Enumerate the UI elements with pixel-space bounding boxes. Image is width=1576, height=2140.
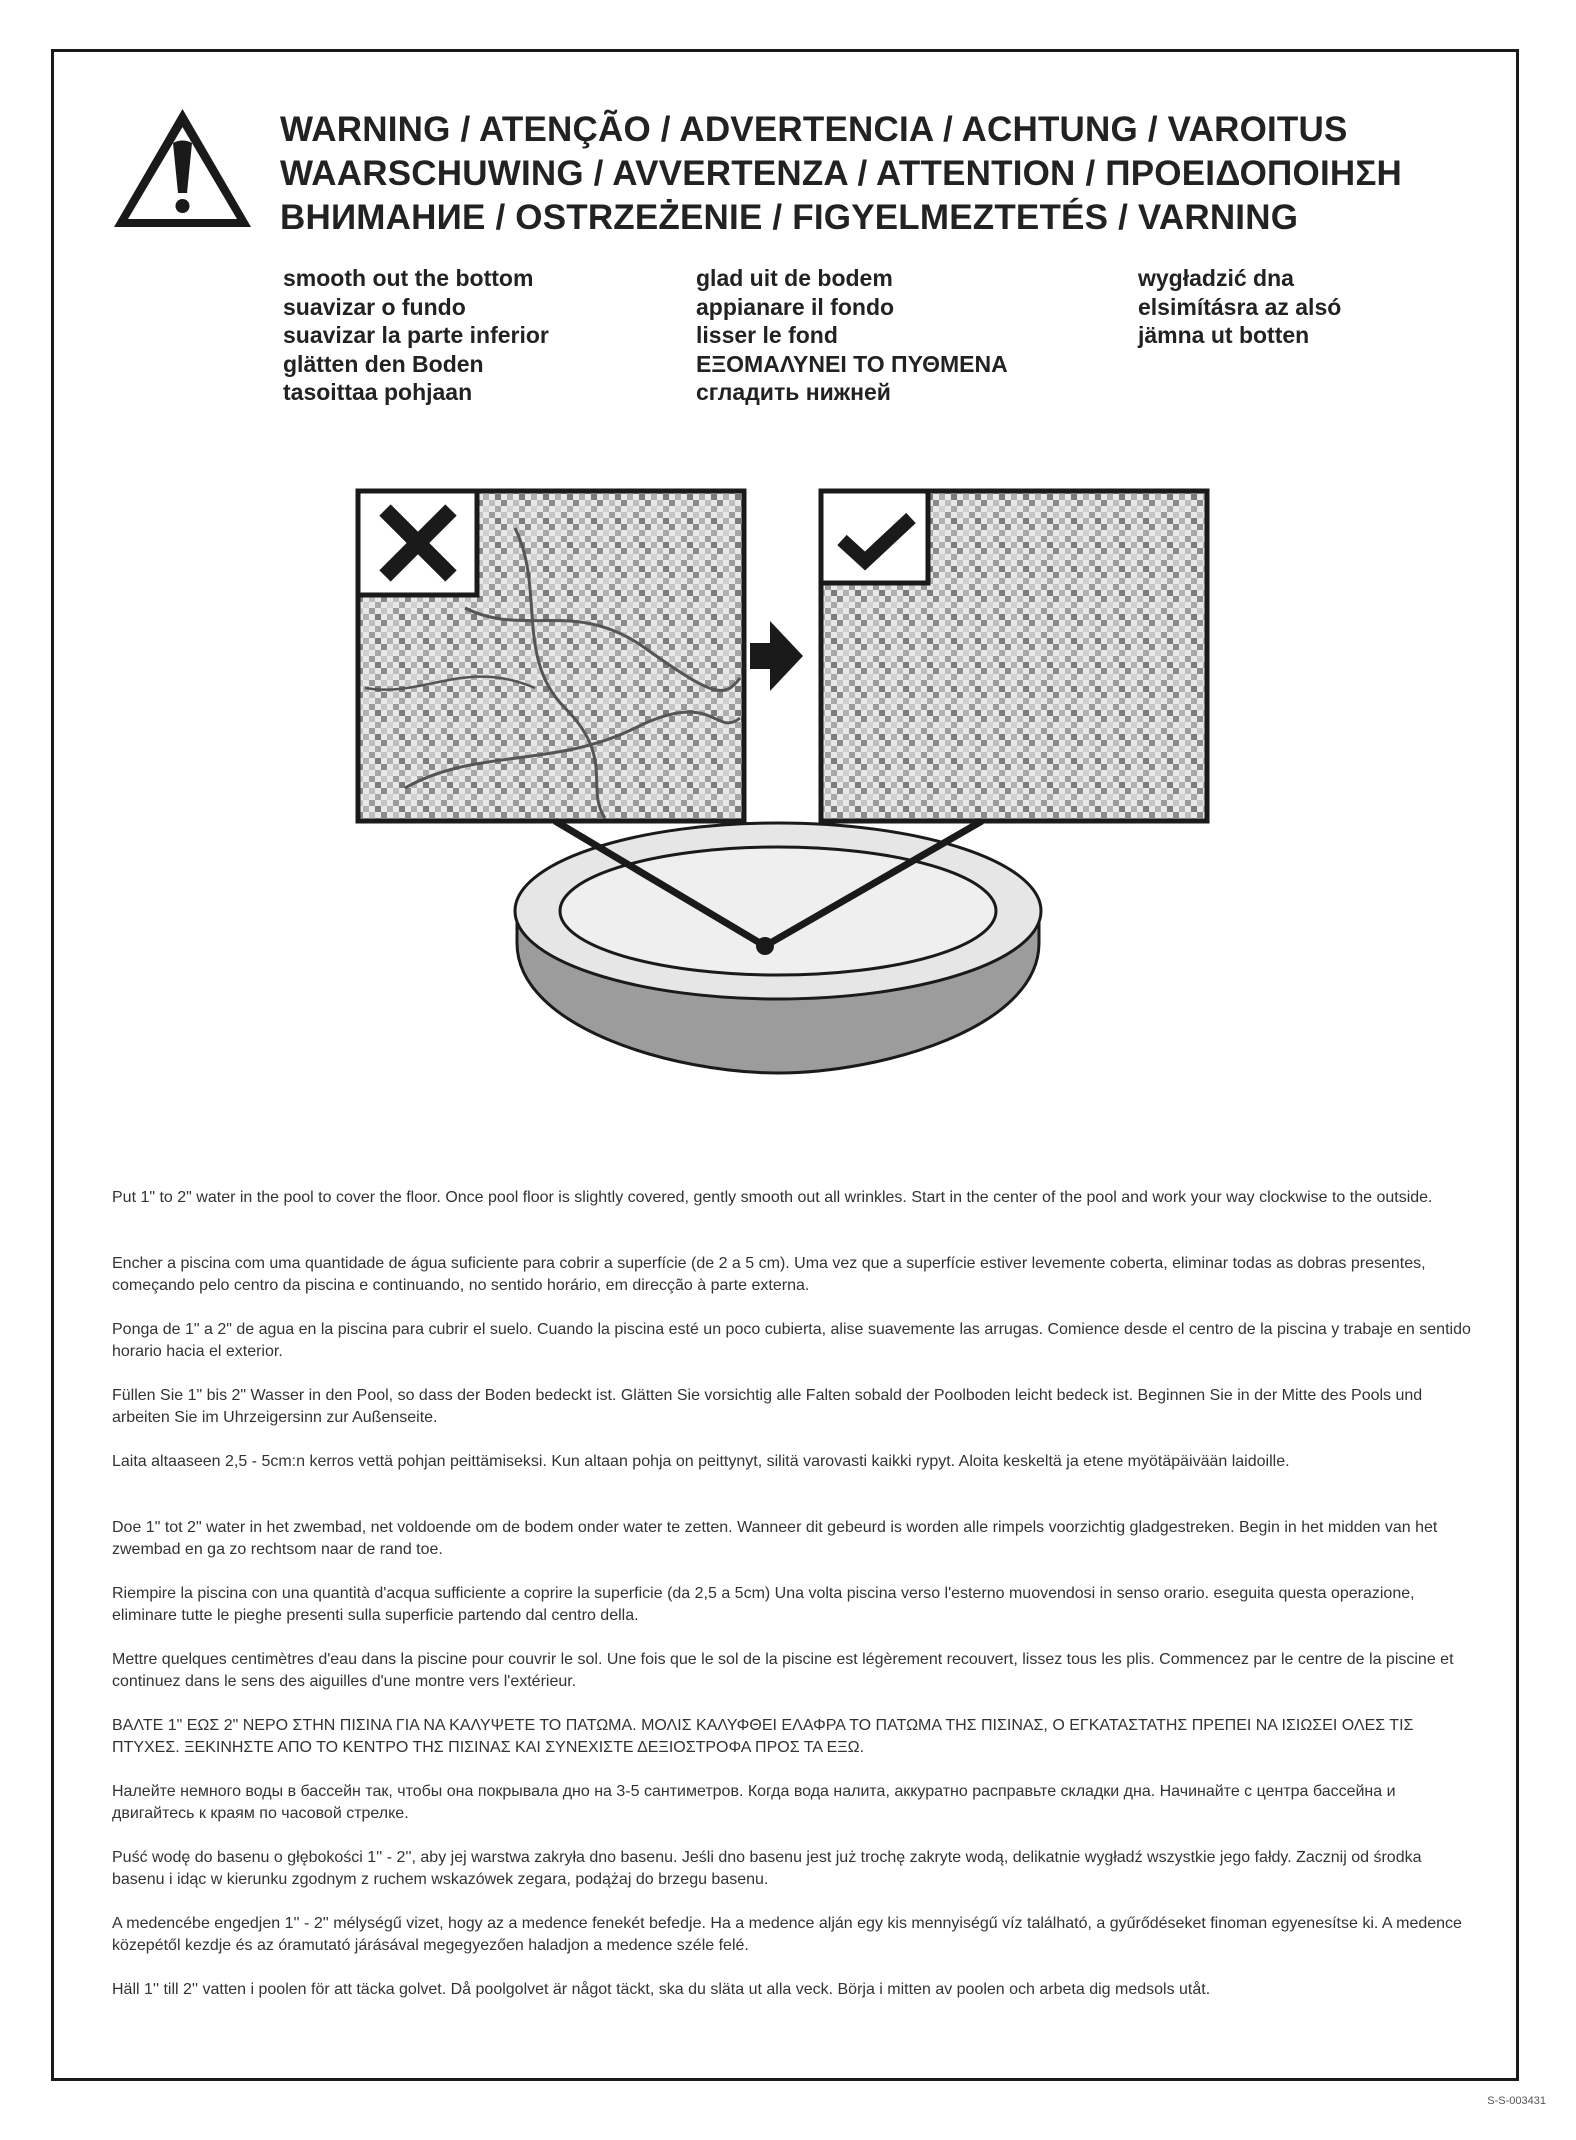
instruction-paragraph: ΒΑΛΤΕ 1" ΕΩΣ 2" ΝΕΡΟ ΣΤΗΝ ΠΙΣΙΝΑ ΓΙΑ ΝΑ ΚΑΛΥΨΕΤΕ ΤΟ ΠΑΤΩΜΑ. ΜΟΛΙΣ ΚΑΛΥΦΘΕΙ ΕΛΑΦΡΑ ΤΟ ΠΑΤΩΜΑ ΤΗΣ ΠΙΣΙΝΑΣ, Ο ΕΓΚΑΤΑΣΤΑΤΗΣ ΠΡΕΠΕΙ ΝΑ ΙΣΙΩΣΕΙ ΟΛΕΣ ΤΙΣ ΠΤΥΧΕΣ. ΞΕΚΙΝΗΣΤΕ ΑΠΟ ΤΟ ΚΕΝΤΡΟ ΤΗΣ ΠΙΣΙΝΑΣ ΚΑΙ ΣΥΝΕΧΙΣΤΕ ΔΕΞΙΟΣΤΡΟΦΑ ΠΡΟΣ ΤΑ ΕΞΩ. — [112, 1717, 1414, 1756]
phrase: wygładzić dna — [1138, 265, 1294, 291]
phrase: suavizar o fundo — [283, 293, 466, 320]
phrase: smooth out the bottom — [283, 265, 534, 291]
instruction-paragraph: Налейте немного воды в бассейн так, чтобы она покрывала дно на 3-5 сантиметров. Когда вода налита, аккуратно расправьте складки дна. Начинайте с центра бассейна и двигайтесь к краям по часовой стрелке. — [112, 1783, 1396, 1822]
warning-heading — [280, 108, 1480, 240]
instruction-paragraph: A medencébe engedjen 1'' - 2'' mélységű vizet, hogy az a medence fenekét befedje. Ha a medence alján egy kis mennyiségű víz található, a gyűrődéseket finoman egyenesítse ki. A medence közepétől kezdje és az óramutató járásával megegyezően haladjon a medence széle felé. — [112, 1915, 1462, 1954]
instruction-paragraph: Füllen Sie 1" bis 2" Wasser in den Pool, so dass der Boden bedeckt ist. Glätten Sie vorsichtig alle Falten sobald der Poolboden leicht bedeck ist. Beginnen Sie in der Mitte des Pools und arbeiten Sie im Uhrzeigersinn zur Außenseite. — [112, 1387, 1423, 1426]
instruction-paragraph: Häll 1'' till 2'' vatten i poolen för att täcka golvet. Då poolgolvet är något täckt, ska du släta ut alla veck. Börja i mitten av poolen och arbeta dig medsols utåt. — [112, 1981, 1211, 1998]
phrase: glad uit de bodem — [696, 265, 893, 291]
document-id: S-S-003431 — [1487, 2095, 1546, 2107]
instruction-paragraph: Mettre quelques centimètres d'eau dans la piscine pour couvrir le sol. Une fois que le sol de la piscine est légèrement recouvert, lissez tous les plis. Commencez par le centre de la piscine et continuez dans le sens des aiguilles d'une montre vers l'extérieur. — [112, 1651, 1454, 1690]
instruction-paragraph: Encher a piscina com uma quantidade de água suficiente para cobrir a superfície (de 2 a 5 cm). Uma vez que a superfície estiver levemente coberta, eliminar todas as dobras presentes, começando pelo centro da piscina e continuando, no sentido horário, em direcção à parte externa. — [112, 1255, 1426, 1294]
phrase-column-1 — [283, 264, 549, 407]
phrase: tasoittaa pohjaan — [283, 379, 473, 405]
instruction-paragraph: Puść wodę do basenu o głębokości 1'' - 2'', aby jej warstwa zakryła dno basenu. Jeśli dno basenu jest już trochę zakryte wodą, delikatnie wygładź wszystkie jego fałdy. Zacznij od środka basenu i idąc w kierunku zgodnym z ruchem wskazówek zegara, podążaj do brzegu basenu. — [112, 1849, 1422, 1888]
phrase: appianare il fondo — [696, 293, 895, 320]
phrase: elsimításra az alsó — [1138, 293, 1342, 320]
right-arrow-icon — [750, 621, 803, 691]
phrase-column-2 — [696, 264, 1008, 407]
phrase: glätten den Boden — [283, 350, 484, 377]
instruction-paragraph: Ponga de 1" a 2" de agua en la piscina para cubrir el suelo. Cuando la piscina esté un poco cubierta, alise suavemente las arrugas. Comience desde el centro de la piscina y trabaje en sentido horario hacia el exterior. — [112, 1321, 1471, 1360]
pool-drawing — [515, 821, 1041, 1073]
instruction-paragraph: Doe 1" tot 2" water in het zwembad, net voldoende om de bodem onder water te zetten. Wanneer dit gebeurd is worden alle rimpels voorzichtig gladgestreken. Begin in het midden van het zwembad en ga zo rechtsom naar de rand toe. — [112, 1519, 1438, 1558]
phrase: ΕΞΟΜΑΛΥΝΕΙ ΤΟ ΠΥΘΜΕΝΑ — [696, 350, 1008, 377]
phrase: jämna ut botten — [1138, 322, 1310, 348]
warning-triangle-icon — [110, 105, 255, 231]
smoothing-illustration — [345, 488, 1225, 1088]
instruction-paragraph: Riempire la piscina con una quantità d'acqua sufficiente a coprire la superficie (da 2,5 a 5cm) Una volta piscina verso l'esterno muovendosi in senso orario. eseguita questa operazione, eliminare tutte le pieghe presenti sulla superficie partendo dal centro della. — [112, 1585, 1415, 1624]
instruction-paragraph: Laita altaaseen 2,5 - 5cm:n kerros vettä pohjan peittämiseksi. Kun altaan pohja on peittynyt, silitä varovasti kaikki rypyt. Aloita keskeltä ja etene myötäpäivään laidoille. — [112, 1453, 1290, 1470]
instruction-paragraph: Put 1" to 2" water in the pool to cover the floor. Once pool floor is slightly covered, gently smooth out all wrinkles. Start in the center of the pool and work your way clockwise to the outside. — [112, 1189, 1433, 1206]
heading-line: ВНИМАНИЕ / OSTRZEŻENIE / FIGYELMEZTETÉS / VARNING — [280, 198, 1299, 237]
phrase: сгладить нижней — [696, 379, 891, 405]
heading-line: WAARSCHUWING / AVVERTENZA / ATTENTION / ΠΡΟΕΙΔΟΠΟΙΗΣΗ — [280, 154, 1403, 193]
phrase: lisser le fond — [696, 322, 838, 348]
phrase: suavizar la parte inferior — [283, 322, 549, 348]
heading-line: WARNING / ATENÇÃO / ADVERTENCIA / ACHTUNG / VAROITUS — [280, 110, 1348, 149]
phrase-column-3 — [1138, 264, 1341, 350]
